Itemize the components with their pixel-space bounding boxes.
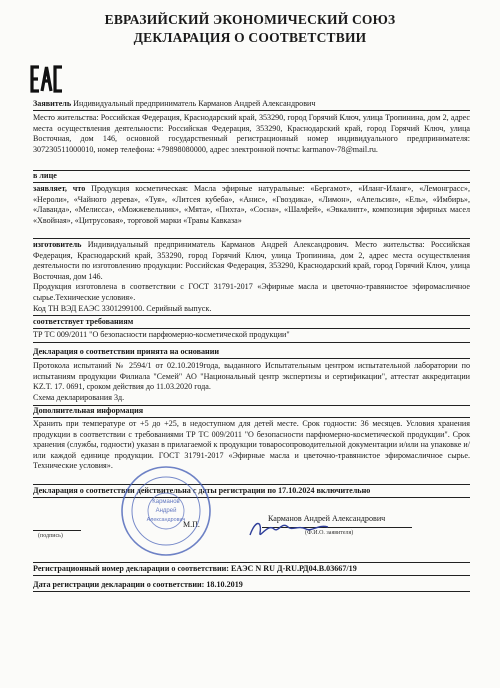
declares-text: Продукция косметическая: Масла эфирные натуральные: «Бергамот», «Иланг-Иланг», «Лемонграсс», «Нероли», «Чайного дерева», «Туя», «Литсея кубеба», «Анис», «Гвоздика», «Лимон», «Апельсин», «Ель», «Имбирь», «Лаванда», «Мелисса», «Можжевельник», «Мята», «Пихта», «Сосна», «Шалфей», «Эвкалипт», композиция эфирных масел «Хвойная», «Цитрусовая», торговой марки «Травы Кавказа» [33, 184, 470, 225]
basis-text: Протокола испытаний № 2594/1 от 02.10.2019года, выданного Испытательным центром испытательной лаборатории по испытаниям продукции Филиала "Семей" АО "Национальный центр экспертизы и сертификации", аттестат аккредитации KZ.T. 17. 0691, сроком действия до 11.03.2020 года. [33, 361, 470, 392]
divider [33, 238, 470, 239]
svg-text:Андрей: Андрей [155, 508, 177, 514]
divider [33, 315, 470, 316]
declares-label: заявляет, что [33, 184, 86, 193]
additional-text: Хранить при температуре от +5 до +25, в недоступном для детей месте. Срок годности: 36 месяцев. Условия хранения продукции в соответствии с требованиями ТР ТС 009/2011 "О безопасности парфюмерно-косметической продукции". Срок хранения (службы, годности) указан в прилагаемой к продукции товаросопроводительной документации и/или на упаковке и/или каждой единице продукции. ГОСТ 31791-2017 «Эфирные масла и цветочно-травянистое эфиромасличное сырье. Технические условия». [33, 419, 470, 471]
divider [33, 562, 470, 563]
regulation-text: ТР ТС 009/2011 "О безопасности парфюмерно-косметической продукции" [33, 330, 290, 339]
round-stamp [120, 465, 212, 557]
header-union: ЕВРАЗИЙСКИЙ ЭКОНОМИЧЕСКИЙ СОЮЗ [104, 12, 396, 27]
validity-text: Декларация о соответствии действительна с даты регистрации по 17.10.2024 включительно [33, 486, 371, 495]
seal-mark: М.П. [183, 520, 200, 529]
manufacturer-standard: Продукция изготовлена в соответствии с ГОСТ 31791-2017 «Эфирные масла и цветочно-травянистое эфиромасличное сырье.Технические условия». [33, 282, 470, 302]
divider [33, 417, 470, 418]
header-title: ДЕКЛАРАЦИЯ О СООТВЕТСТВИИ [133, 30, 367, 45]
svg-text:Александрович: Александрович [146, 517, 186, 523]
eac-mark-icon [30, 64, 64, 94]
handwritten-signature [246, 515, 331, 543]
basis-heading: Декларация о соответствии принята на основании [33, 347, 220, 356]
divider [33, 182, 470, 183]
divider [33, 342, 470, 343]
additional-heading: Дополнительная информация [33, 406, 144, 415]
signature-caption: (подпись) [38, 533, 63, 539]
name-caption: (Ф.И.О. заявителя) [305, 530, 354, 536]
manufacturer-text: Индивидуальный предприниматель Карманов Андрей Александрович. Место жительства: Российская Федерация, Краснодарский край, 353290, город Горячий Ключ, улица Тропинина, дом 2, адрес места осуществления деятельности по изготовлению продукции: Российская Федерация, 353290, Краснодарский край, город Горячий Ключ, улица Восточная, дом 146. [33, 240, 470, 281]
divider [33, 358, 470, 359]
divider [33, 575, 470, 576]
divider [33, 591, 470, 592]
registration-number: Регистрационный номер декларации о соответствии: ЕАЭС N RU Д-RU.РД04.В.03667/19 [33, 564, 357, 573]
applicant-name: Карманов Андрей Александрович [268, 514, 386, 523]
applicant-line [33, 99, 470, 110]
registration-date: Дата регистрации декларации о соответствии: 18.10.2019 [33, 580, 243, 589]
svg-text:Карманов: Карманов [152, 499, 180, 505]
manufacturer-label: изготовитель [33, 240, 82, 249]
conforms-label: соответствует требованиям [33, 317, 134, 326]
divider [33, 110, 470, 111]
applicant-value: Индивидуальный предприниматель Карманов Андрей Александрович [71, 99, 316, 108]
product-code: Код ТН ВЭД ЕАЭС 3301299100. Серийный выпуск. [33, 304, 212, 313]
divider [33, 497, 470, 498]
declaration-scheme: Схема декларирования 3д. [33, 393, 125, 402]
applicant-label: Заявитель [33, 99, 72, 108]
manufacturer-block [33, 240, 470, 282]
divider [33, 484, 470, 485]
signature-line [33, 530, 81, 531]
divider [33, 328, 470, 329]
product-description [33, 184, 470, 226]
in-person-label: в лице [33, 171, 57, 180]
applicant-address: Место жительства: Российская Федерация, Краснодарский край, 353290, город Горячий Ключ, улица Тропинина, дом 2, адрес места осуществления деятельности: Российская Федерация, 353290, Краснодарский край, город Горячий Ключ, улица Восточная, дом 146, основной государственный регистрационный номер индивидуального предпринимателя: 307230511000010, номер телефона: +79898080000, адрес электронной почты: karmanov-78@mail.ru. [33, 113, 470, 154]
